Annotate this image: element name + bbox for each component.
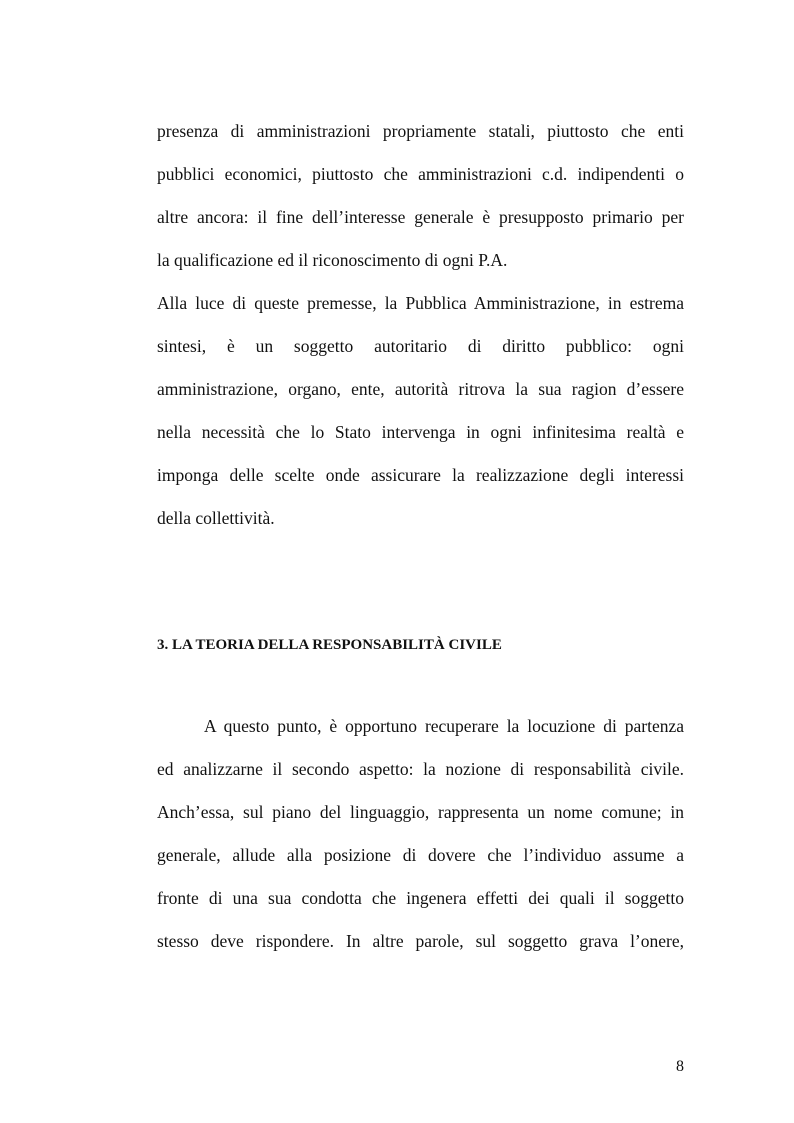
text-line: pubblici economici, piuttosto che amministrazioni c.d. indipendenti o [157,164,684,184]
text-line: amministrazione, organo, ente, autorità ritrova la sua ragion d’essere [157,379,684,399]
text-line: generale, allude alla posizione di dovere che l’individuo assume a [157,845,684,865]
section-heading: 3. LA TEORIA DELLA RESPONSABILITÀ CIVILE [157,637,502,653]
text-line: la qualificazione ed il riconoscimento di ogni P.A. [157,250,508,270]
text-line: fronte di una sua condotta che ingenera effetti dei quali il soggetto [157,888,684,908]
text-line: Anch’essa, sul piano del linguaggio, rappresenta un nome comune; in [157,802,684,822]
text-line: ed analizzarne il secondo aspetto: la nozione di responsabilità civile. [157,759,684,779]
text-line: presenza di amministrazioni propriamente statali, piuttosto che enti [157,121,684,141]
text-line: sintesi, è un soggetto autoritario di diritto pubblico: ogni [157,336,684,356]
page-number: 8 [676,1058,684,1075]
text-line: nella necessità che lo Stato intervenga in ogni infinitesima realtà e [157,422,684,442]
text-line: della collettività. [157,508,275,528]
text-line: Alla luce di queste premesse, la Pubblica Amministrazione, in estrema [157,293,684,313]
text-line: imponga delle scelte onde assicurare la realizzazione degli interessi [157,465,684,485]
text-line: stesso deve rispondere. In altre parole, sul soggetto grava l’onere, [157,931,684,951]
text-line: A questo punto, è opportuno recuperare la locuzione di partenza [204,716,684,736]
text-line: altre ancora: il fine dell’interesse generale è presupposto primario per [157,207,684,227]
